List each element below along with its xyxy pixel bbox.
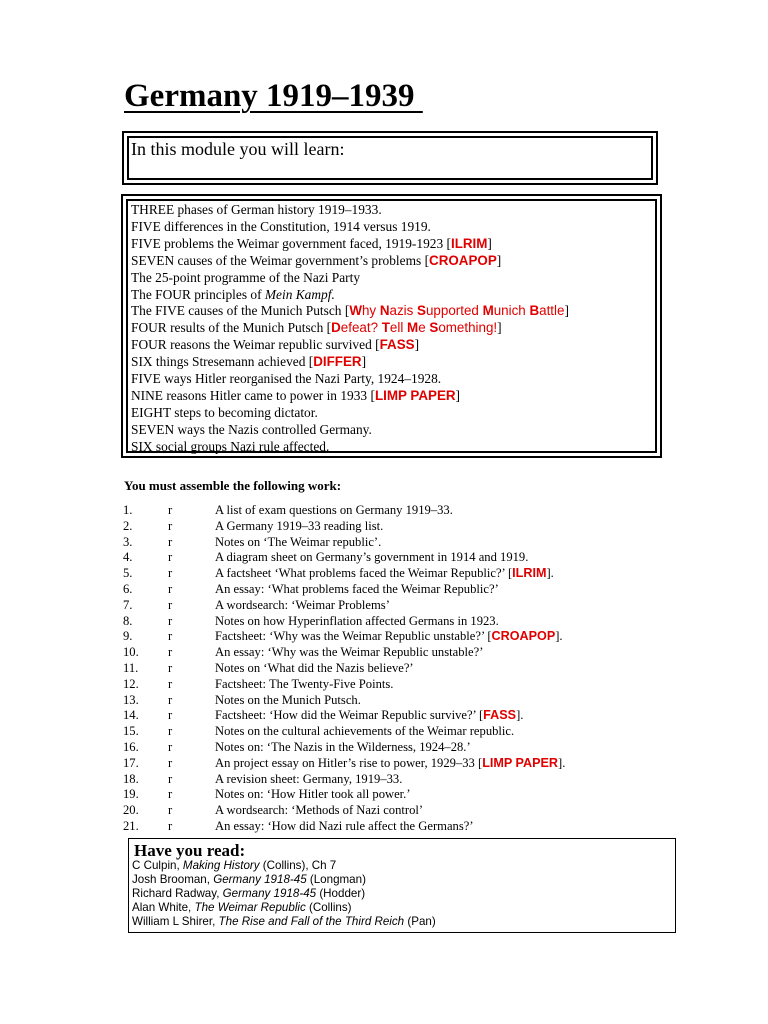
mnemonic-part: attle bbox=[539, 303, 565, 319]
checkbox-glyph: r bbox=[168, 645, 173, 660]
reading-author: Alan White, bbox=[132, 901, 195, 915]
learn-item-text: The 25-point programme of the Nazi Party bbox=[131, 269, 361, 285]
learn-item bbox=[131, 303, 569, 320]
reading-heading: Have you read: bbox=[134, 841, 246, 860]
checkbox-glyph: r bbox=[168, 755, 173, 770]
reading-publisher: (Collins) bbox=[305, 901, 352, 915]
checkbox-glyph: r bbox=[168, 739, 173, 754]
work-item-label: Notes on: ‘The Nazis in the Wilderness, 1924–28.’ bbox=[215, 739, 471, 754]
learn-item bbox=[131, 270, 569, 287]
learn-item bbox=[131, 354, 569, 371]
work-item-label: A wordsearch: ‘Methods of Nazi control’ bbox=[215, 803, 424, 818]
acronym: LIMP PAPER bbox=[482, 755, 558, 770]
mnemonic-part: S bbox=[417, 303, 426, 319]
mnemonic-part: S bbox=[429, 320, 439, 336]
learn-item-text: FIVE ways Hitler reorganised the Nazi Party, 1924–1928. bbox=[131, 371, 442, 387]
reading-item bbox=[132, 887, 436, 901]
work-item-label: Factsheet: ‘How did the Weimar Republic survive?’ [ bbox=[215, 708, 484, 723]
work-item-number: 10. bbox=[123, 645, 139, 660]
acronym: FASS bbox=[483, 708, 517, 723]
checkbox-glyph: r bbox=[168, 581, 173, 596]
checkbox-glyph: r bbox=[168, 818, 173, 833]
work-item-text bbox=[215, 582, 499, 598]
work-item-number: 5. bbox=[123, 566, 133, 581]
bracket-close: ] bbox=[564, 303, 569, 319]
learn-item-text: EIGHT steps to becoming dictator. bbox=[131, 404, 318, 420]
mnemonic bbox=[349, 303, 564, 318]
bracket-close: ] bbox=[497, 320, 502, 336]
work-item-number: 12. bbox=[123, 676, 139, 691]
bracket-close: ] bbox=[455, 387, 461, 403]
learn-item bbox=[131, 320, 569, 337]
mnemonic-part: upported bbox=[425, 303, 483, 319]
mnemonic-part: T bbox=[381, 320, 390, 336]
acronym: CROAPOP bbox=[429, 252, 497, 268]
learn-item bbox=[131, 337, 569, 354]
bracket-close: ]. bbox=[558, 755, 566, 770]
learn-item-book-title: Mein Kampf. bbox=[264, 286, 335, 302]
reading-author: C Culpin, bbox=[132, 859, 183, 872]
learn-item-text: SIX things Stresemann achieved [ bbox=[131, 354, 314, 370]
work-item-label: A factsheet ‘What problems faced the Weimar Republic?’ [ bbox=[215, 566, 513, 581]
checkbox-glyph: r bbox=[168, 550, 173, 565]
work-item-number: 7. bbox=[123, 597, 133, 612]
work-item-number: 16. bbox=[123, 739, 139, 754]
work-item-text bbox=[215, 519, 383, 535]
checkbox-glyph: r bbox=[168, 534, 173, 549]
learn-item-text: FOUR reasons the Weimar republic survived [ bbox=[131, 337, 380, 353]
bracket-close: ] bbox=[414, 337, 420, 353]
work-item-text bbox=[215, 566, 554, 582]
checkbox-glyph: r bbox=[168, 629, 173, 644]
mnemonic-part: B bbox=[529, 303, 540, 319]
work-item-number: 18. bbox=[123, 771, 139, 786]
work-item-text bbox=[215, 803, 423, 819]
reading-publisher: (Pan) bbox=[404, 915, 436, 929]
reading-book-title: Germany 1918-45 bbox=[213, 873, 307, 887]
mnemonic-part: hy bbox=[361, 303, 380, 319]
intro-text: In this module you will learn: bbox=[131, 139, 345, 159]
learn-item bbox=[131, 371, 569, 388]
learn-item-text: NINE reasons Hitler came to power in 1933 [ bbox=[131, 387, 375, 403]
work-item-label: A revision sheet: Germany, 1919–33. bbox=[215, 771, 403, 786]
learn-item-text: THREE phases of German history 1919–1933. bbox=[131, 202, 382, 217]
intro-box bbox=[122, 131, 658, 185]
learn-item bbox=[131, 236, 569, 253]
learn-item-text: The FOUR principles of bbox=[131, 286, 265, 302]
acronym: CROAPOP bbox=[491, 629, 556, 644]
acronym: FASS bbox=[379, 337, 415, 353]
work-item-number: 2. bbox=[123, 518, 133, 533]
reading-box bbox=[128, 838, 676, 933]
work-item-text bbox=[215, 629, 563, 645]
work-item-label: An essay: ‘How did Nazi rule affect the Germans?’ bbox=[215, 818, 474, 833]
learn-item bbox=[131, 388, 569, 405]
work-item-label: Notes on ‘What did the Nazis believe?’ bbox=[215, 660, 414, 675]
work-item-number: 9. bbox=[123, 629, 133, 644]
work-item-number: 1. bbox=[123, 503, 133, 517]
work-item-text bbox=[215, 819, 474, 835]
acronym: LIMP PAPER bbox=[374, 387, 456, 403]
mnemonic-part: W bbox=[349, 303, 362, 319]
mnemonic-part: N bbox=[379, 303, 390, 319]
reading-author: William L Shirer, bbox=[132, 915, 219, 929]
learn-item-text: SEVEN ways the Nazis controlled Germany. bbox=[131, 421, 372, 437]
bracket-close: ]. bbox=[516, 708, 524, 723]
mnemonic-part: azis bbox=[389, 303, 418, 319]
reading-publisher: (Longman) bbox=[306, 873, 366, 887]
checkbox-glyph: r bbox=[168, 803, 173, 818]
work-item-number: 4. bbox=[123, 550, 133, 565]
work-item-label: A wordsearch: ‘Weimar Problems’ bbox=[215, 597, 390, 612]
reading-list bbox=[132, 859, 436, 929]
mnemonic-part: omething! bbox=[438, 320, 498, 336]
reading-item bbox=[132, 873, 436, 887]
mnemonic-part: M bbox=[407, 320, 419, 336]
checkbox-glyph: r bbox=[168, 613, 173, 628]
work-item-number: 20. bbox=[123, 803, 139, 818]
work-item-number: 13. bbox=[123, 692, 139, 707]
assemble-heading: You must assemble the following work: bbox=[124, 478, 342, 493]
work-item-text bbox=[215, 550, 528, 566]
bracket-close: ] bbox=[496, 252, 502, 268]
reading-book-title: The Weimar Republic bbox=[194, 901, 306, 915]
work-item-label: Notes on how Hyperinflation affected Germans in 1923. bbox=[215, 613, 499, 628]
work-item-label: Notes on the cultural achievements of the Weimar republic. bbox=[215, 724, 515, 739]
work-item-number: 11. bbox=[123, 660, 139, 675]
acronym: DIFFER bbox=[313, 354, 362, 370]
work-item-text bbox=[215, 708, 523, 724]
mnemonic-part: ell bbox=[389, 320, 408, 336]
work-item-text bbox=[215, 503, 453, 519]
work-item-text bbox=[215, 535, 381, 551]
bracket-close: ]. bbox=[546, 566, 554, 581]
work-item-number: 6. bbox=[123, 581, 133, 596]
work-item-number: 14. bbox=[123, 708, 139, 723]
learn-item-text: FIVE problems the Weimar government faced, 1919-1923 [ bbox=[131, 235, 451, 251]
work-item-text bbox=[215, 772, 402, 788]
checkbox-glyph: r bbox=[168, 660, 173, 675]
learn-item bbox=[131, 422, 569, 439]
work-item-label: An project essay on Hitler’s rise to power, 1929–33 [ bbox=[215, 755, 483, 770]
learn-item bbox=[131, 202, 569, 219]
work-item-number: 19. bbox=[123, 787, 139, 802]
checkbox-glyph: r bbox=[168, 708, 173, 723]
acronym: ILRIM bbox=[450, 235, 488, 251]
learn-item-text: FOUR results of the Munich Putsch [ bbox=[131, 320, 332, 336]
learn-item-text: SIX social groups Nazi rule affected. bbox=[131, 438, 330, 454]
work-item-text bbox=[215, 598, 390, 614]
reading-item bbox=[132, 901, 436, 915]
work-item-text bbox=[215, 740, 471, 756]
checkbox-glyph: r bbox=[168, 518, 173, 533]
work-item-label: Factsheet: ‘Why was the Weimar Republic unstable?’ [ bbox=[215, 629, 492, 644]
learn-list bbox=[131, 202, 569, 456]
work-item-label: A list of exam questions on Germany 1919–33. bbox=[215, 503, 453, 517]
learn-item-text: SEVEN causes of the Weimar government’s problems [ bbox=[131, 252, 430, 268]
work-item-label: An essay: ‘What problems faced the Weimar Republic?’ bbox=[215, 581, 499, 596]
work-item-text bbox=[215, 756, 565, 772]
work-item-number: 8. bbox=[123, 613, 133, 628]
page-title: Germany 1919–1939 bbox=[124, 78, 423, 114]
checkbox-glyph: r bbox=[168, 692, 173, 707]
learn-item bbox=[131, 405, 569, 422]
work-item-label: Notes on ‘The Weimar republic’. bbox=[215, 534, 382, 549]
work-item-label: A Germany 1919–33 reading list. bbox=[215, 518, 384, 533]
reading-item bbox=[132, 915, 436, 929]
reading-publisher: (Collins), Ch 7 bbox=[259, 859, 337, 872]
checkbox-glyph: r bbox=[168, 566, 173, 581]
checkbox-glyph: r bbox=[168, 771, 173, 786]
reading-book-title: The Rise and Fall of the Third Reich bbox=[218, 915, 405, 929]
work-item-text bbox=[215, 787, 411, 803]
mnemonic-part: e bbox=[418, 320, 430, 336]
learn-item bbox=[131, 253, 569, 270]
checkbox-glyph: r bbox=[168, 597, 173, 612]
work-item-text bbox=[215, 693, 361, 709]
reading-book-title: Germany 1918-45 bbox=[222, 887, 317, 901]
reading-publisher: (Hodder) bbox=[316, 887, 366, 901]
work-item-label: Notes on the Munich Putsch. bbox=[215, 692, 361, 707]
learn-item bbox=[131, 219, 569, 236]
work-item-label: An essay: ‘Why was the Weimar Republic unstable?’ bbox=[215, 645, 484, 660]
work-item-label: Factsheet: The Twenty-Five Points. bbox=[215, 676, 394, 691]
checkbox-glyph: r bbox=[168, 503, 173, 517]
learn-item-text: FIVE differences in the Constitution, 1914 versus 1919. bbox=[131, 218, 431, 234]
work-item-text bbox=[215, 614, 499, 630]
learn-item bbox=[131, 287, 569, 304]
acronym: ILRIM bbox=[512, 566, 547, 581]
work-item-number: 17. bbox=[123, 755, 139, 770]
work-item-number: 15. bbox=[123, 724, 139, 739]
bracket-close: ] bbox=[487, 235, 492, 251]
work-item-text bbox=[215, 661, 414, 677]
learn-item-text: The FIVE causes of the Munich Putsch [ bbox=[131, 303, 350, 319]
work-item-number: 3. bbox=[123, 534, 133, 549]
mnemonic bbox=[331, 320, 497, 335]
work-item-label: A diagram sheet on Germany’s government in 1914 and 1919. bbox=[215, 550, 529, 565]
mnemonic-part: efeat? bbox=[340, 320, 382, 336]
bracket-close: ]. bbox=[555, 629, 563, 644]
work-item-text bbox=[215, 677, 393, 693]
checkbox-glyph: r bbox=[168, 787, 173, 802]
checkbox-glyph: r bbox=[168, 676, 173, 691]
work-item-number: 21. bbox=[123, 818, 139, 833]
reading-item bbox=[132, 859, 436, 873]
bracket-close: ] bbox=[361, 354, 367, 370]
learn-item bbox=[131, 439, 569, 456]
reading-book-title: Making History bbox=[182, 859, 260, 872]
work-item-label: Notes on: ‘How Hitler took all power.’ bbox=[215, 787, 411, 802]
work-item-text bbox=[215, 645, 483, 661]
reading-author: Richard Radway, bbox=[132, 887, 223, 901]
checkbox-glyph: r bbox=[168, 724, 173, 739]
mnemonic-part: D bbox=[331, 320, 341, 336]
mnemonic-part: unich bbox=[493, 303, 530, 319]
work-item-text bbox=[215, 724, 514, 740]
reading-author: Josh Brooman, bbox=[132, 873, 214, 887]
mnemonic-part: M bbox=[482, 303, 494, 319]
